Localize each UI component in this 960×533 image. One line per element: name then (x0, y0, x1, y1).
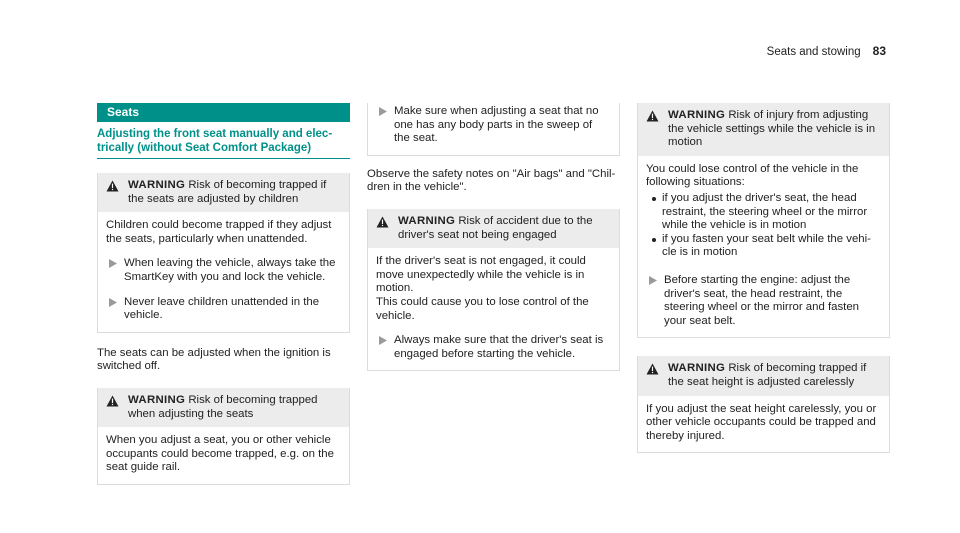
warning-bar (98, 388, 349, 427)
paragraph-ignition: The seats can be adjusted when the ignition is switched off. (97, 346, 331, 373)
section-title: Seats (97, 103, 350, 122)
warning-risk: Risk of accident due to the driver's seat not being engaged (398, 214, 593, 241)
warning-label: WARNING (668, 362, 726, 375)
warning-body (638, 156, 889, 338)
column-1 (97, 103, 350, 485)
warning-bar (638, 103, 889, 156)
warning-risk: Risk of becoming trapped if the seats are adjusted by children (128, 179, 327, 205)
warning-triangle-icon (646, 362, 668, 389)
warning-bar (638, 356, 889, 395)
warning-label: WARNING (128, 179, 186, 191)
arrow-right-icon (106, 296, 124, 323)
action-item (106, 296, 341, 323)
warning-box-accident (367, 209, 620, 371)
warning-description: If you adjust the seat height carelessly, you or other vehicle occupants could be trapped and thereby injured. (646, 402, 877, 442)
warning-triangle-icon (376, 215, 398, 242)
warning-label: WARNING (398, 214, 456, 227)
warning-label: WARNING (668, 109, 726, 121)
warning-description: This could cause you to lose control of the vehicle. (376, 295, 589, 322)
warning-box-children (97, 173, 350, 333)
chapter-title: Seats and stowing (766, 46, 861, 58)
bullet-dot-icon (646, 192, 662, 233)
warning-description: When you adjust a seat, you or other vehicle occupants could become trapped, e.g. on the seat guide rail. (106, 434, 334, 474)
warning-text (128, 394, 341, 421)
warning-description: Children could become trapped if they adjust the seats, particularly when unattended. (106, 219, 332, 245)
warning-bar (368, 209, 619, 248)
warning-risk: Risk of injury from adjusting the vehicle settings while the vehicle is in motion (668, 109, 876, 149)
arrow-right-icon (646, 274, 664, 328)
action-text: Never leave children unattended in the vehicle. (124, 295, 320, 322)
arrow-right-icon (376, 105, 394, 146)
warning-triangle-icon (646, 109, 668, 150)
subheading: Adjusting the front seat manually and elec-trically (without Seat Comfort Package) (97, 128, 350, 159)
warning-bar (98, 173, 349, 212)
page-number: 83 (872, 44, 886, 58)
action-box-sweep (367, 103, 620, 156)
bullet-text: if you fasten your seat belt while the vehi-cle is in motion (662, 232, 871, 259)
warning-body (638, 396, 889, 453)
arrow-right-icon (106, 257, 124, 284)
list-item (646, 192, 881, 233)
warning-description: If the driver's seat is not engaged, it could move unexpectedly while the vehicle is in motion. (376, 255, 586, 295)
action-box-body (368, 103, 619, 155)
column-3 (637, 103, 890, 453)
warning-text (128, 179, 341, 206)
warning-text (398, 215, 611, 242)
warning-risk: Risk of becoming trapped when adjusting the seats (128, 393, 318, 420)
column-2 (367, 103, 620, 371)
arrow-right-icon (376, 334, 394, 361)
warning-body (98, 212, 349, 332)
action-item (376, 334, 611, 361)
action-item (646, 274, 881, 328)
warning-text (668, 109, 881, 150)
warning-triangle-icon (106, 179, 128, 206)
bullet-text: if you adjust the driver's seat, the head restraint, the steering wheel or the mirror while the vehicle is in motion (662, 191, 868, 232)
warning-text (668, 362, 881, 389)
running-header (767, 45, 886, 60)
action-text: Make sure when adjusting a seat that no one has any body parts in the sweep of the seat. (394, 105, 599, 145)
warning-risk: Risk of becoming trapped if the seat height is adjusted carelessly (668, 362, 867, 388)
paragraph-safety-notes: Observe the safety notes on "Air bags" and "Chil-dren in the vehicle". (367, 167, 616, 194)
action-text: Before starting the engine: adjust the driver's seat, the head restraint, the steering wheel or the mirror and fasten your seat belt. (664, 273, 860, 327)
warning-box-injury (637, 103, 890, 338)
action-item (106, 257, 341, 284)
action-text: When leaving the vehicle, always take the SmartKey with you and lock the vehicle. (124, 257, 336, 283)
bullet-list (646, 192, 881, 260)
bullet-dot-icon (646, 233, 662, 260)
warning-body (98, 427, 349, 484)
action-text: Always make sure that the driver's seat is engaged before starting the vehicle. (394, 334, 604, 360)
warning-box-seat-height (637, 356, 890, 453)
warning-body (368, 248, 619, 370)
warning-label: WARNING (128, 393, 186, 406)
action-item (376, 105, 611, 146)
warning-box-adjusting (97, 388, 350, 485)
warning-description: You could lose control of the vehicle in the following situations: (646, 162, 859, 189)
warning-triangle-icon (106, 394, 128, 421)
list-item (646, 233, 881, 260)
